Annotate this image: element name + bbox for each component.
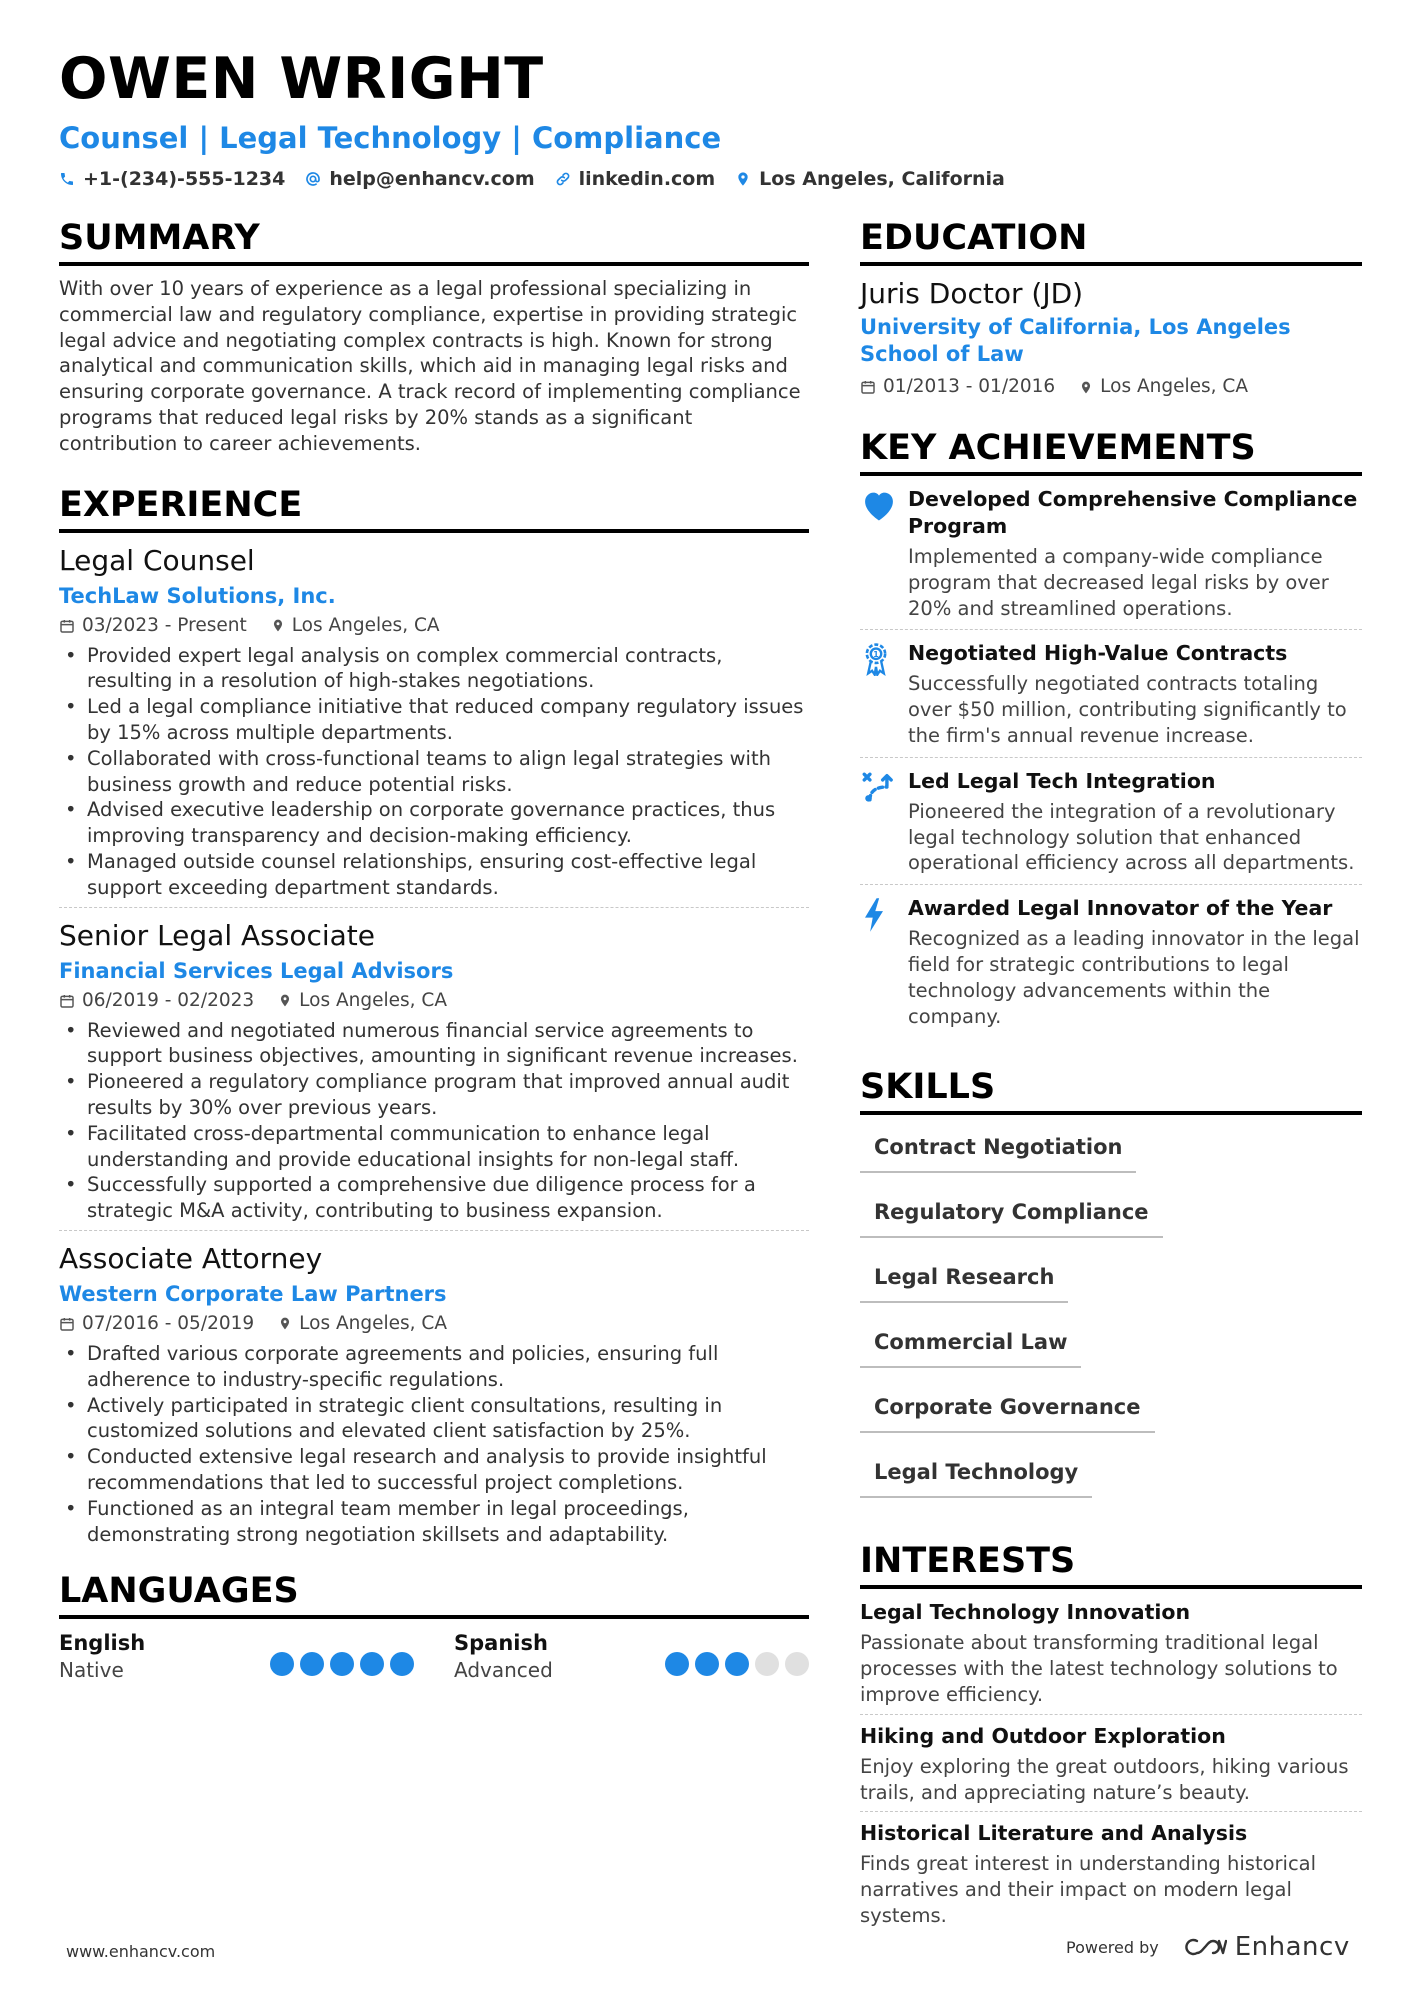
calendar-icon — [59, 993, 75, 1009]
achievement-desc: Pioneered the integration of a revolutionary legal technology solution that enhanced operational efficiency across all departments. — [908, 799, 1355, 875]
location-text: Los Angeles, California — [759, 168, 1005, 190]
job-bullet: • Provided expert legal analysis on complex commercial contracts, resulting in a resolution of high-stakes negotiations. — [59, 643, 809, 695]
powered-by-text: Powered by — [1066, 1937, 1159, 1957]
skill-tag: Regulatory Compliance — [860, 1190, 1163, 1238]
contact-bar — [59, 168, 1359, 190]
school-name: University of California, Los Angeles School of Law — [860, 315, 1291, 366]
job-bullet: • Facilitated cross-departmental communication to enhance legal understanding and provide educational insights for non-legal staff. — [59, 1121, 809, 1173]
job-bullet: • Conducted extensive legal research and analysis to provide insightful recommendations that led to successful project completions. — [59, 1444, 809, 1496]
job-dates — [59, 988, 254, 1014]
calendar-icon — [59, 618, 75, 634]
interest-item — [860, 1820, 1362, 1934]
job-dates-text: 03/2023 - Present — [82, 614, 247, 636]
interests-heading: INTERESTS — [860, 1539, 1362, 1589]
rating-dot-empty — [785, 1652, 809, 1676]
skills-list — [860, 1125, 1362, 1515]
language-name: Spanish — [454, 1631, 548, 1656]
map-pin-icon — [735, 170, 751, 188]
company-name: TechLaw Solutions, Inc. — [59, 583, 336, 608]
interest-item — [860, 1723, 1362, 1813]
achievements-section — [860, 426, 1362, 1037]
link-icon — [555, 171, 571, 187]
languages-section — [59, 1569, 809, 1684]
achievement-title: Developed Comprehensive Compliance Program — [908, 487, 1358, 538]
job-title: Legal Counsel — [59, 543, 255, 577]
job-bullet: • Pioneered a regulatory compliance program that improved annual audit results by 30% over previous years. — [59, 1069, 809, 1121]
rating-dot-filled — [695, 1652, 719, 1676]
job-meta — [59, 1311, 809, 1337]
job-bullets — [59, 1018, 809, 1224]
experience-section — [59, 483, 809, 1554]
map-pin-icon — [1079, 379, 1093, 396]
job-bullets — [59, 643, 809, 901]
svg-text:1: 1 — [873, 650, 879, 660]
map-pin-icon — [278, 992, 292, 1009]
contact-location — [735, 168, 1005, 190]
map-pin-icon — [278, 1315, 292, 1332]
job-entry — [59, 543, 809, 908]
job-bullet: • Led a legal compliance initiative that reduced company regulatory issues by 15% across multiple departments. — [59, 694, 809, 746]
company-name: Western Corporate Law Partners — [59, 1281, 447, 1306]
brand-name: Enhancv — [1234, 1932, 1350, 1962]
job-bullet: • Successfully supported a comprehensive due diligence process for a strategic M&A activity, contributing to business expansion. — [59, 1172, 809, 1224]
right-column — [860, 216, 1362, 1943]
map-pin-icon — [271, 617, 285, 634]
education-dates — [860, 374, 1055, 400]
job-dates-text: 06/2019 - 02/2023 — [82, 989, 255, 1011]
interest-title: Legal Technology Innovation — [860, 1600, 1191, 1625]
job-location — [278, 1311, 447, 1337]
job-bullet: • Advised executive leadership on corporate governance practices, thus improving transparency and decision-making efficiency. — [59, 797, 809, 849]
route-icon — [860, 770, 894, 804]
job-location — [278, 988, 447, 1014]
footer-website[interactable]: www.enhancv.com — [66, 1942, 216, 1961]
award-ribbon-icon — [860, 642, 892, 676]
interest-desc: Enjoy exploring the great outdoors, hiking various trails, and appreciating nature’s beauty. — [860, 1754, 1349, 1804]
skill-tag: Legal Technology — [860, 1450, 1092, 1498]
interests-section — [860, 1539, 1362, 1934]
job-dates-text: 07/2016 - 05/2019 — [82, 1312, 255, 1334]
job-bullet: • Collaborated with cross-functional teams to align legal strategies with business growth and reduce potential risks. — [59, 746, 809, 798]
language-level: Native — [59, 1658, 124, 1683]
education-location — [1079, 374, 1248, 400]
education-section — [860, 216, 1362, 400]
experience-heading: EXPERIENCE — [59, 483, 809, 533]
skill-tag: Legal Research — [860, 1255, 1068, 1303]
job-entry — [59, 918, 809, 1231]
interest-desc: Passionate about transforming traditional legal processes with the latest technology solutions to improve efficiency. — [860, 1631, 1338, 1706]
language-rating — [264, 1629, 414, 1684]
summary-section — [59, 216, 809, 457]
job-bullets — [59, 1341, 809, 1547]
job-dates — [59, 613, 247, 639]
rating-dot-filled — [360, 1652, 384, 1676]
lightning-bolt-icon — [860, 897, 888, 933]
linkedin-text: linkedin.com — [578, 168, 716, 190]
job-meta — [59, 988, 809, 1014]
skills-section — [860, 1065, 1362, 1515]
email-text: help@enhancv.com — [329, 168, 535, 190]
achievement-item — [860, 768, 1362, 885]
job-title: Associate Attorney — [59, 1241, 323, 1275]
job-entry — [59, 1241, 809, 1553]
degree-title: Juris Doctor (JD) — [860, 277, 1084, 310]
company-name: Financial Services Legal Advisors — [59, 958, 454, 983]
job-meta — [59, 613, 809, 639]
rating-dot-filled — [300, 1652, 324, 1676]
job-location-text: Los Angeles, CA — [299, 1312, 447, 1334]
interest-title: Hiking and Outdoor Exploration — [860, 1723, 1226, 1748]
language-name: English — [59, 1631, 146, 1656]
candidate-title: Counsel | Legal Technology | Compliance — [59, 121, 722, 155]
achievement-desc: Successfully negotiated contracts totaling over $50 million, contributing significantly to the firm's annual revenue increase. — [908, 672, 1347, 747]
job-dates — [59, 1311, 254, 1337]
summary-heading: SUMMARY — [59, 216, 809, 266]
candidate-name: OWEN WRIGHT — [59, 46, 544, 112]
languages-heading: LANGUAGES — [59, 1569, 809, 1619]
summary-text: With over 10 years of experience as a legal professional specializing in commercial law and regulatory compliance, expertise in providing strategic legal advice and negotiating complex contracts is high. Known for strong analytical and communication skills, which aid in managing legal risks and ensuring corporate governance. A track record of implementing compliance programs that reduced legal risks by 20% stands as a significant contribution to career achievements. — [59, 277, 801, 455]
skills-heading: SKILLS — [860, 1065, 1362, 1115]
job-bullet: • Actively participated in strategic client consultations, resulting in customized solutions and elevated client satisfaction by 25%. — [59, 1393, 809, 1445]
job-location-text: Los Angeles, CA — [299, 989, 447, 1011]
language-item — [59, 1629, 414, 1684]
achievement-title: Awarded Legal Innovator of the Year — [908, 896, 1333, 921]
phone-text: +1-(234)-555-1234 — [83, 168, 286, 190]
achievement-desc: Recognized as a leading innovator in the legal field for strategic contributions to legal technology advancements within the company. — [908, 927, 1360, 1028]
job-location — [271, 613, 440, 639]
language-level: Advanced — [454, 1658, 553, 1683]
rating-dot-filled — [270, 1652, 294, 1676]
job-bullet: • Functioned as an integral team member in legal proceedings, demonstrating strong negotiation skillsets and adaptability. — [59, 1496, 809, 1548]
heart-icon — [860, 488, 898, 522]
footer-branding[interactable] — [1066, 1932, 1350, 1962]
achievement-title: Led Legal Tech Integration — [908, 768, 1216, 793]
enhancv-logo-icon — [1183, 1935, 1227, 1959]
contact-email[interactable] — [305, 168, 534, 190]
interest-item — [860, 1599, 1362, 1714]
job-bullet: • Drafted various corporate agreements and policies, ensuring full adherence to industry-specific regulations. — [59, 1341, 809, 1393]
achievements-heading: KEY ACHIEVEMENTS — [860, 426, 1362, 476]
achievement-title: Negotiated High-Value Contracts — [908, 641, 1288, 666]
job-location-text: Los Angeles, CA — [291, 614, 440, 636]
achievement-item — [860, 895, 1362, 1037]
achievement-desc: Implemented a company-wide compliance program that decreased legal risks by over 20% and streamlined operations. — [908, 545, 1329, 620]
rating-dot-empty — [755, 1652, 779, 1676]
job-bullet: • Managed outside counsel relationships, ensuring cost-effective legal support exceeding department standards. — [59, 849, 809, 901]
job-bullet: • Reviewed and negotiated numerous financial service agreements to support business objectives, amounting in significant revenue increases. — [59, 1018, 809, 1070]
achievement-item — [860, 640, 1362, 757]
education-location-text: Los Angeles, CA — [1100, 376, 1248, 397]
rating-dot-filled — [330, 1652, 354, 1676]
rating-dot-filled — [390, 1652, 414, 1676]
interest-title: Historical Literature and Analysis — [860, 1821, 1248, 1846]
left-column — [59, 216, 809, 1684]
language-rating — [659, 1629, 809, 1684]
education-heading: EDUCATION — [860, 216, 1362, 266]
skill-tag: Commercial Law — [860, 1320, 1081, 1368]
resume-header — [59, 44, 1359, 190]
education-meta — [860, 374, 1362, 400]
calendar-icon — [860, 379, 876, 395]
interest-desc: Finds great interest in understanding historical narratives and their impact on modern legal systems. — [860, 1852, 1317, 1927]
phone-icon — [59, 171, 75, 187]
contact-phone[interactable] — [59, 168, 285, 190]
at-sign-icon — [305, 171, 321, 187]
job-title: Senior Legal Associate — [59, 918, 376, 952]
languages-list — [59, 1629, 809, 1684]
education-dates-text: 01/2013 - 01/2016 — [883, 376, 1056, 397]
calendar-icon — [59, 1316, 75, 1332]
skill-tag: Corporate Governance — [860, 1385, 1155, 1433]
skill-tag: Contract Negotiation — [860, 1125, 1136, 1173]
contact-linkedin[interactable] — [555, 168, 716, 190]
rating-dot-filled — [725, 1652, 749, 1676]
achievement-item — [860, 486, 1362, 630]
language-item — [454, 1629, 809, 1684]
rating-dot-filled — [665, 1652, 689, 1676]
